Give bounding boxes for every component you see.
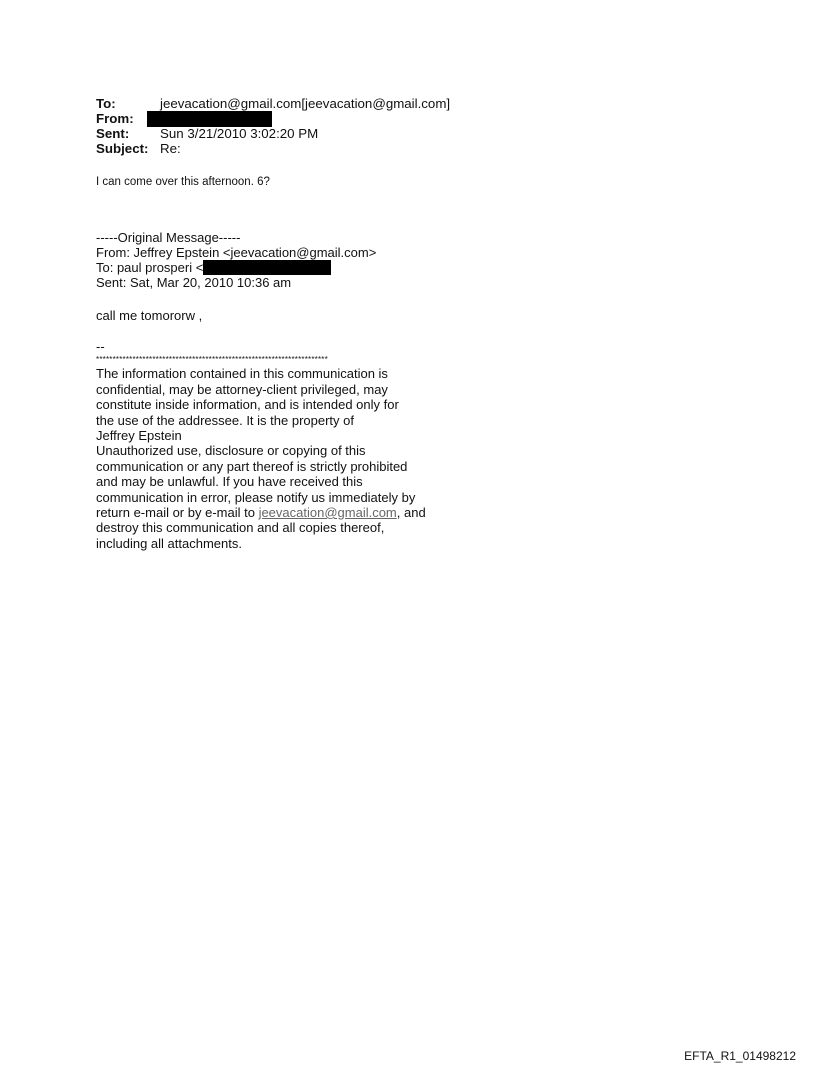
disclaimer-line: the use of the addressee. It is the property of xyxy=(96,412,354,428)
disclaimer-line: communication in error, please notify us immediately by xyxy=(96,489,416,505)
reply-text: I can come over this afternoon. 6? xyxy=(96,176,270,188)
sent-value: Sun 3/21/2010 3:02:20 PM xyxy=(160,126,319,141)
disclaimer-line: including all attachments. xyxy=(96,535,242,551)
original-sent: Sent: Sat, Mar 20, 2010 10:36 am xyxy=(96,275,292,290)
original-to xyxy=(96,260,376,275)
disclaimer-line: Jeffrey Epstein xyxy=(96,427,182,443)
subject-value: Re: xyxy=(160,141,181,156)
original-to-prefix: To: paul prosperi < xyxy=(96,260,204,275)
sent-row xyxy=(96,126,450,141)
return-prefix: return e-mail or by e-mail to xyxy=(96,504,259,520)
disclaimer xyxy=(96,339,426,551)
original-message xyxy=(96,230,376,290)
return-suffix: , and xyxy=(396,504,426,520)
from-row xyxy=(96,111,450,126)
disclaimer-line: confidential, may be attorney-client privileged, may xyxy=(96,381,388,397)
sent-label: Sent: xyxy=(96,126,130,141)
disclaimer-line: constitute inside information, and is intended only for xyxy=(96,397,399,413)
disclaimer-line: destroy this communication and all copies thereof, xyxy=(96,520,385,536)
original-from: From: Jeffrey Epstein <jeevacation@gmail.com> xyxy=(96,245,377,260)
from-label: From: xyxy=(96,111,134,126)
original-separator: -----Original Message----- xyxy=(96,230,241,245)
subject-row xyxy=(96,141,450,156)
to-row xyxy=(96,96,450,111)
subject-label: Subject: xyxy=(96,141,149,156)
signature-dash: -- xyxy=(96,339,105,354)
disclaimer-line: communication or any part thereof is strictly prohibited xyxy=(96,458,408,474)
redaction-box xyxy=(203,260,331,275)
signature-stars: ********************************************************************** xyxy=(96,355,328,365)
redaction-box xyxy=(147,111,272,127)
email-header xyxy=(96,96,450,156)
disclaimer-line: Unauthorized use, disclosure or copying of this xyxy=(96,443,366,459)
disclaimer-return-line xyxy=(96,505,426,520)
disclaimer-line: and may be unlawful. If you have received this xyxy=(96,474,363,490)
message-text: call me tomororw , xyxy=(96,308,203,323)
email-link[interactable]: jeevacation@gmail.com xyxy=(258,504,397,520)
document-id: EFTA_R1_01498212 xyxy=(684,1049,796,1063)
to-label: To: xyxy=(96,96,116,111)
disclaimer-line: The information contained in this communication is xyxy=(96,366,388,382)
to-value: jeevacation@gmail.com[jeevacation@gmail.com] xyxy=(160,96,451,111)
